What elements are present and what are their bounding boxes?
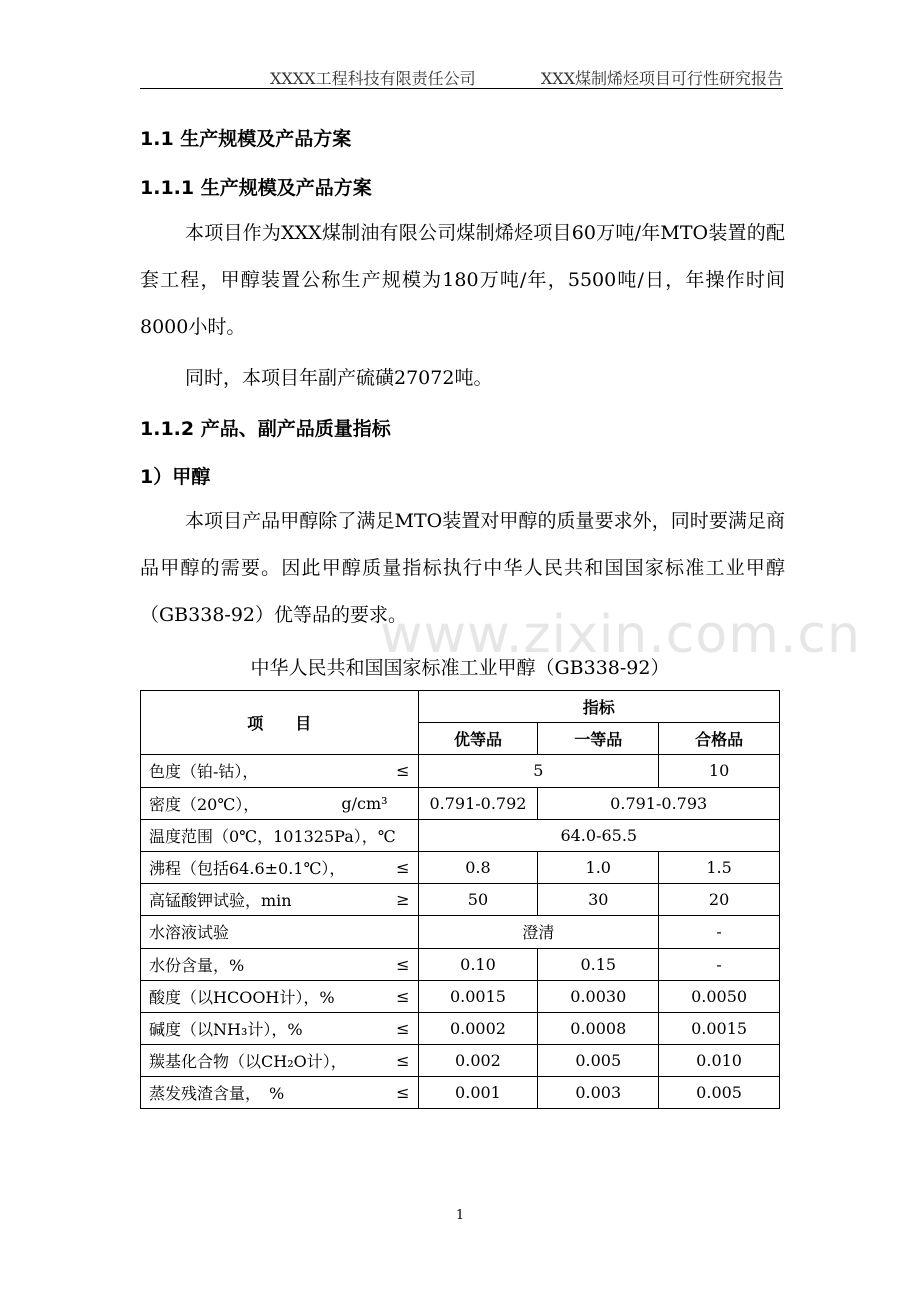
row-symbol: ≤ <box>396 858 410 878</box>
row-symbol: g/cm³ <box>341 793 388 813</box>
row-name: 酸度（以HCOOH计），% <box>149 987 335 1007</box>
row-value: 20 <box>659 884 780 916</box>
row-value: 0.001 <box>418 1077 538 1109</box>
row-symbol: ≤ <box>396 1083 410 1103</box>
table-row <box>141 1012 780 1044</box>
row-symbol: ≤ <box>396 986 410 1006</box>
table-row <box>141 916 780 948</box>
row-value: 0.0050 <box>659 980 780 1012</box>
row-value: 0.0015 <box>418 980 538 1012</box>
grade-qualified: 合格品 <box>659 723 780 755</box>
row-name: 水溶液试验 <box>149 923 230 943</box>
row-symbol: ≤ <box>396 761 410 781</box>
table-caption: 中华人民共和国国家标准工业甲醇（GB338-92） <box>250 657 670 679</box>
header-report-title: XXX煤制烯烃项目可行性研究报告 <box>540 69 783 88</box>
table-row <box>141 884 780 916</box>
row-value: 10 <box>659 755 780 787</box>
paragraph-production-scale: 本项目作为XXX煤制油有限公司煤制烯烃项目60万吨/年MTO装置的配套工程，甲醇装置公称生产规模为180万吨/年，5500吨/日，年操作时间8000小时。 <box>140 222 785 338</box>
row-symbol: ≥ <box>396 890 410 910</box>
grade-superior: 优等品 <box>418 723 538 755</box>
section-heading-1-1-1: 1.1.1 生产规模及产品方案 <box>140 177 372 199</box>
row-value: 5 <box>418 755 659 787</box>
table-row <box>141 980 780 1012</box>
page-number: 1 <box>455 1208 465 1223</box>
section-heading-1-1-2: 1.1.2 产品、副产品质量指标 <box>140 418 391 440</box>
section-heading-1-1: 1.1 生产规模及产品方案 <box>140 128 352 150</box>
row-value: 0.8 <box>418 851 538 883</box>
row-name: 羰基化合物（以CH₂O计）， <box>149 1052 347 1072</box>
row-value: - <box>659 916 780 948</box>
table-row <box>141 1077 780 1109</box>
row-value: 0.005 <box>659 1077 780 1109</box>
row-symbol: ≤ <box>396 954 410 974</box>
row-value: 0.003 <box>538 1077 659 1109</box>
row-value: 64.0-65.5 <box>418 819 779 851</box>
paragraph-methanol-quality: 本项目产品甲醇除了满足MTO装置对甲醇的质量要求外，同时要满足商品甲醇的需要。因此甲醇质量指标执行中华人民共和国国家标准工业甲醇（GB338-92）优等品的要求。 <box>140 510 785 626</box>
header-item: 项 目 <box>141 691 419 755</box>
row-name: 色度（铂-钴）， <box>149 762 259 782</box>
grade-first: 一等品 <box>538 723 659 755</box>
row-value: 30 <box>538 884 659 916</box>
row-value: 0.0008 <box>538 1012 659 1044</box>
table-row <box>141 1045 780 1077</box>
row-name: 温度范围（0℃，101325Pa），℃ <box>149 826 396 846</box>
table-row <box>141 755 780 787</box>
row-value: 1.5 <box>659 851 780 883</box>
row-value: 0.005 <box>538 1045 659 1077</box>
table-row <box>141 948 780 980</box>
row-symbol: ≤ <box>396 1051 410 1071</box>
table-row <box>141 819 780 851</box>
row-value: - <box>659 948 780 980</box>
subheading-methanol: 1）甲醇 <box>140 466 211 488</box>
paragraph-byproduct: 同时，本项目年副产硫磺27072吨。 <box>185 367 493 389</box>
row-name: 沸程（包括64.6±0.1℃）， <box>149 859 346 879</box>
row-name: 碱度（以NH₃计），% <box>149 1019 303 1039</box>
row-name: 蒸发残渣含量， % <box>149 1084 285 1104</box>
table-header-row <box>141 691 780 723</box>
page-header <box>140 62 783 89</box>
row-name: 高锰酸钾试验，min <box>149 891 292 911</box>
row-value: 50 <box>418 884 538 916</box>
row-value: 0.010 <box>659 1045 780 1077</box>
row-value: 0.0015 <box>659 1012 780 1044</box>
watermark: www.zixin.com.cn <box>380 605 861 665</box>
table-row <box>141 851 780 883</box>
row-value: 0.791-0.792 <box>418 787 538 819</box>
row-symbol: ≤ <box>396 1018 410 1038</box>
row-name: 水份含量，% <box>149 955 245 975</box>
row-value: 0.15 <box>538 948 659 980</box>
row-value: 1.0 <box>538 851 659 883</box>
row-value: 0.10 <box>418 948 538 980</box>
row-value: 0.002 <box>418 1045 538 1077</box>
row-value: 0.791-0.793 <box>538 787 780 819</box>
row-value: 0.0002 <box>418 1012 538 1044</box>
row-name: 密度（20℃）， <box>149 794 260 814</box>
header-company: XXXX工程科技有限责任公司 <box>270 69 476 88</box>
table-row <box>141 787 780 819</box>
methanol-spec-table <box>140 690 780 1109</box>
row-value: 澄清 <box>418 916 659 948</box>
header-index: 指标 <box>418 691 779 723</box>
row-value: 0.0030 <box>538 980 659 1012</box>
